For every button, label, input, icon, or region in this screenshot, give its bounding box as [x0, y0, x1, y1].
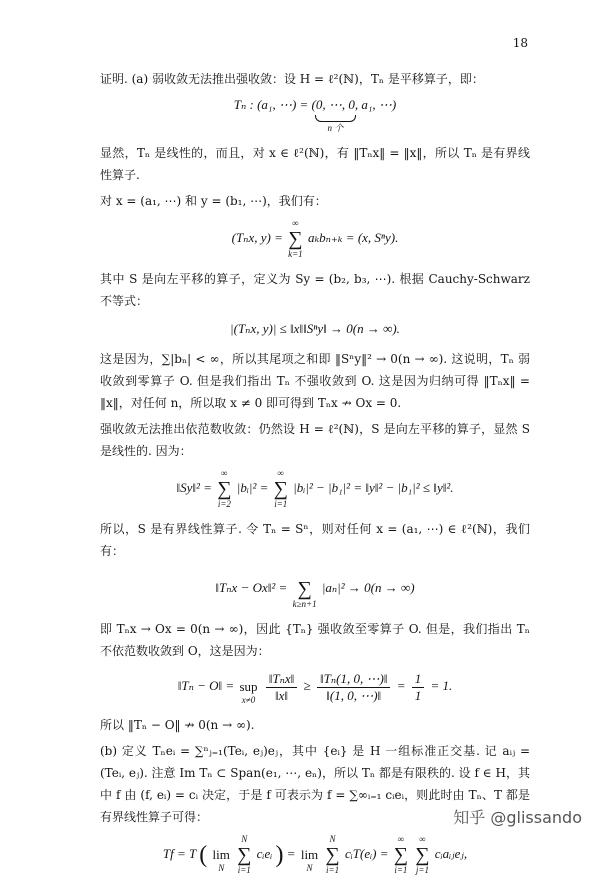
fraction-2	[317, 671, 390, 704]
sum-lower: k≥n+1	[292, 599, 317, 609]
eq6-end: = 1.	[430, 677, 453, 693]
paragraph-1: 证明. (a) 弱收敛无法推出强收敛：设 H = ℓ²(ℕ)，Tₙ 是平移算子，即：	[100, 72, 484, 86]
lim-operator	[213, 836, 230, 874]
paragraph-7: 所以，S 是有界线性算子. 令 Tₙ = Sⁿ，则对任何 x = (a₁, ⋯) ∈ ℓ²(ℕ)，我们有：	[100, 522, 530, 558]
paragraph-3: 对 x = (a₁, ⋯) 和 y = (b₁, ⋯)，我们有：	[100, 194, 327, 208]
sum-symbol: ∞ ∑ i=2	[217, 468, 232, 509]
equation-cauchy-schwarz: |(Tₙx, y)| ≤ ‖x‖‖Sⁿy‖ → 0(n → ∞).	[230, 321, 400, 336]
sum-symbol: ∞ ∑ i=1	[393, 834, 409, 875]
paragraph-2: 显然，Tₙ 是线性的，而且，对 x ∈ ℓ²(ℕ)，有 ‖Tₙx‖ = ‖x‖，所以 Tₙ 是有界线性算子.	[100, 146, 530, 182]
eq5-a: ‖Tₙx − Ox‖² =	[215, 579, 288, 595]
equation-tf-expansion: Tf = T ( lim N N ∑ i=1 cᵢeᵢ ) = lim N N ∑ i=1 cᵢT(eᵢ) = ∞ ∑ i=1 ∞ ∑ j=1 cᵢaᵢⱼeⱼ,	[162, 834, 468, 875]
sum-lower: k=1	[288, 249, 303, 259]
paragraph-6: 强收敛无法推出依范数收敛：仍然设 H = ℓ²(ℕ)，S 是向左平移的算子，显然 S 是线性的. 因为：	[100, 422, 530, 458]
eq7-b: cᵢeᵢ	[256, 845, 273, 861]
frac-numerator: ‖Tₙ(1, 0, ⋯)‖	[317, 671, 390, 688]
eq1-lhs: Tₙ : (a₁, ⋯) = (	[233, 97, 316, 112]
lim-lower: N	[218, 863, 225, 873]
paragraph-8: 即 Tₙx → Ox = 0(n → ∞)，因此 {Tₙ} 强收敛至零算子 O. 但是，我们指出 Tₙ 不依范数收敛到 O，这是因为：	[100, 622, 530, 658]
sum-upper: N	[241, 834, 248, 844]
fraction-3	[412, 671, 425, 704]
sum-upper: ∞	[292, 218, 299, 228]
equation-left-shift-norm	[100, 468, 530, 510]
frac-numerator: 1	[412, 671, 425, 688]
sum-symbol: ∞ ∑ j=1	[415, 834, 430, 875]
eq4-c: |bᵢ|² − |b₁|² = ‖y‖² − |b₁|² ≤ ‖y‖².	[293, 479, 454, 495]
sum-lower: i=1	[394, 865, 408, 875]
sum-upper: ∞	[221, 468, 228, 478]
sup-operator	[239, 668, 257, 706]
equation-shift-operator	[100, 96, 530, 134]
sum-upper: ∞	[277, 468, 284, 478]
equation-strong-convergence	[100, 568, 530, 610]
underbrace	[316, 96, 355, 134]
sum-upper: ∞	[397, 834, 405, 844]
eq6-geq: ≥	[303, 677, 311, 693]
sum-lower: i=1	[274, 499, 288, 509]
eq6-a: ‖Tₙ − O‖ =	[177, 677, 235, 693]
lim-label: lim	[300, 847, 319, 862]
frac-denominator: ‖(1, 0, ⋯)‖	[326, 687, 382, 703]
sup-label: sup	[239, 679, 258, 694]
fraction-1	[266, 671, 298, 704]
sum-symbol: N ∑ i=1	[237, 834, 252, 875]
sup-lower: x≠0	[241, 695, 256, 705]
eq7-e: cᵢaᵢⱼeⱼ,	[434, 845, 468, 861]
eq7-c: =	[286, 845, 296, 861]
eq4-a: ‖Sy‖² =	[176, 479, 212, 495]
paragraph-10: (b) 定义 Tₙeᵢ = ∑ⁿⱼ₌₁(Teᵢ, eⱼ)eⱼ，其中 {eᵢ} 是 H 一组标准正交基. 记 aᵢⱼ = (Teᵢ, eⱼ). 注意 Im Tₙ ⊂ Span(e₁, ⋯, eₙ)，所以 Tₙ 都是有限秩的. 设 f ∈ H，其中 f 由 (f, eᵢ) = cᵢ 决定，于是 f 可表示为 f = ∑∞ᵢ₌₁ cᵢeᵢ，则此时由 Tₙ、T 都是有界线性算子可得：	[100, 744, 530, 824]
lim-operator	[301, 836, 318, 874]
eq1-rhs: , a₁, ⋯)	[354, 97, 397, 112]
eq2-lhs: (Tₙx, y) =	[231, 229, 283, 245]
eq1-brace-label: n 个	[327, 123, 344, 133]
eq4-b: |bᵢ|² =	[236, 479, 269, 495]
sum-upper: ∞	[419, 834, 426, 844]
paragraph-4: 其中 S 是向左平移的算子，定义为 Sy = (b₂, b₃, ⋯). 根据 Cauchy-Schwarz 不等式：	[100, 272, 530, 308]
eq7-d: cᵢT(eᵢ) =	[344, 845, 389, 861]
frac-denominator: ‖x‖	[275, 687, 289, 703]
sum-symbol: N ∑ i=1	[325, 834, 340, 875]
sum-symbol: ∑ k≥n+1	[292, 578, 317, 609]
frac-denominator: 1	[414, 687, 422, 703]
eq5-b: |aₙ|² → 0(n → ∞)	[321, 579, 415, 595]
proof-body	[100, 68, 530, 884]
sum-lower: i=2	[217, 499, 231, 509]
equation-operator-norm	[100, 668, 530, 706]
page-number: 18	[512, 36, 528, 50]
sum-upper: N	[329, 834, 336, 844]
sum-lower: i=1	[326, 865, 340, 875]
eq6-eq: =	[396, 677, 406, 693]
sum-symbol: ∞ ∑ k=1	[288, 218, 303, 259]
brace-shape	[315, 115, 356, 122]
eq1-brace-content: 0, ⋯, 0	[315, 97, 355, 112]
lim-lower: N	[306, 863, 313, 873]
lim-label: lim	[212, 847, 230, 862]
sum-lower: j=1	[415, 865, 429, 875]
sum-symbol: ∞ ∑ i=1	[273, 468, 288, 509]
watermark: 知乎 @glissando	[453, 808, 582, 827]
paragraph-5: 这是因为，∑|bₙ| < ∞，所以其尾项之和即 ‖Sⁿy‖² → 0(n → ∞). 这说明，Tₙ 弱收敛到零算子 O. 但是我们指出 Tₙ 不强收敛到 O. 这是因为归纳可得 ‖Tₙx‖ = ‖x‖，对任何 n，所以取 x ≠ 0 即可得到 Tₙx ↛ Ox = 0.	[100, 352, 530, 410]
sum-lower: i=1	[237, 865, 251, 875]
paragraph-9: 所以 ‖Tₙ − O‖ ↛ 0(n → ∞).	[100, 718, 255, 732]
frac-numerator: ‖Tₙx‖	[266, 671, 298, 688]
equation-inner-product	[100, 218, 530, 260]
eq7-a: Tf = T	[162, 845, 197, 861]
eq2-rhs: aₖbₙ₊ₖ = (x, Sⁿy).	[307, 229, 399, 245]
